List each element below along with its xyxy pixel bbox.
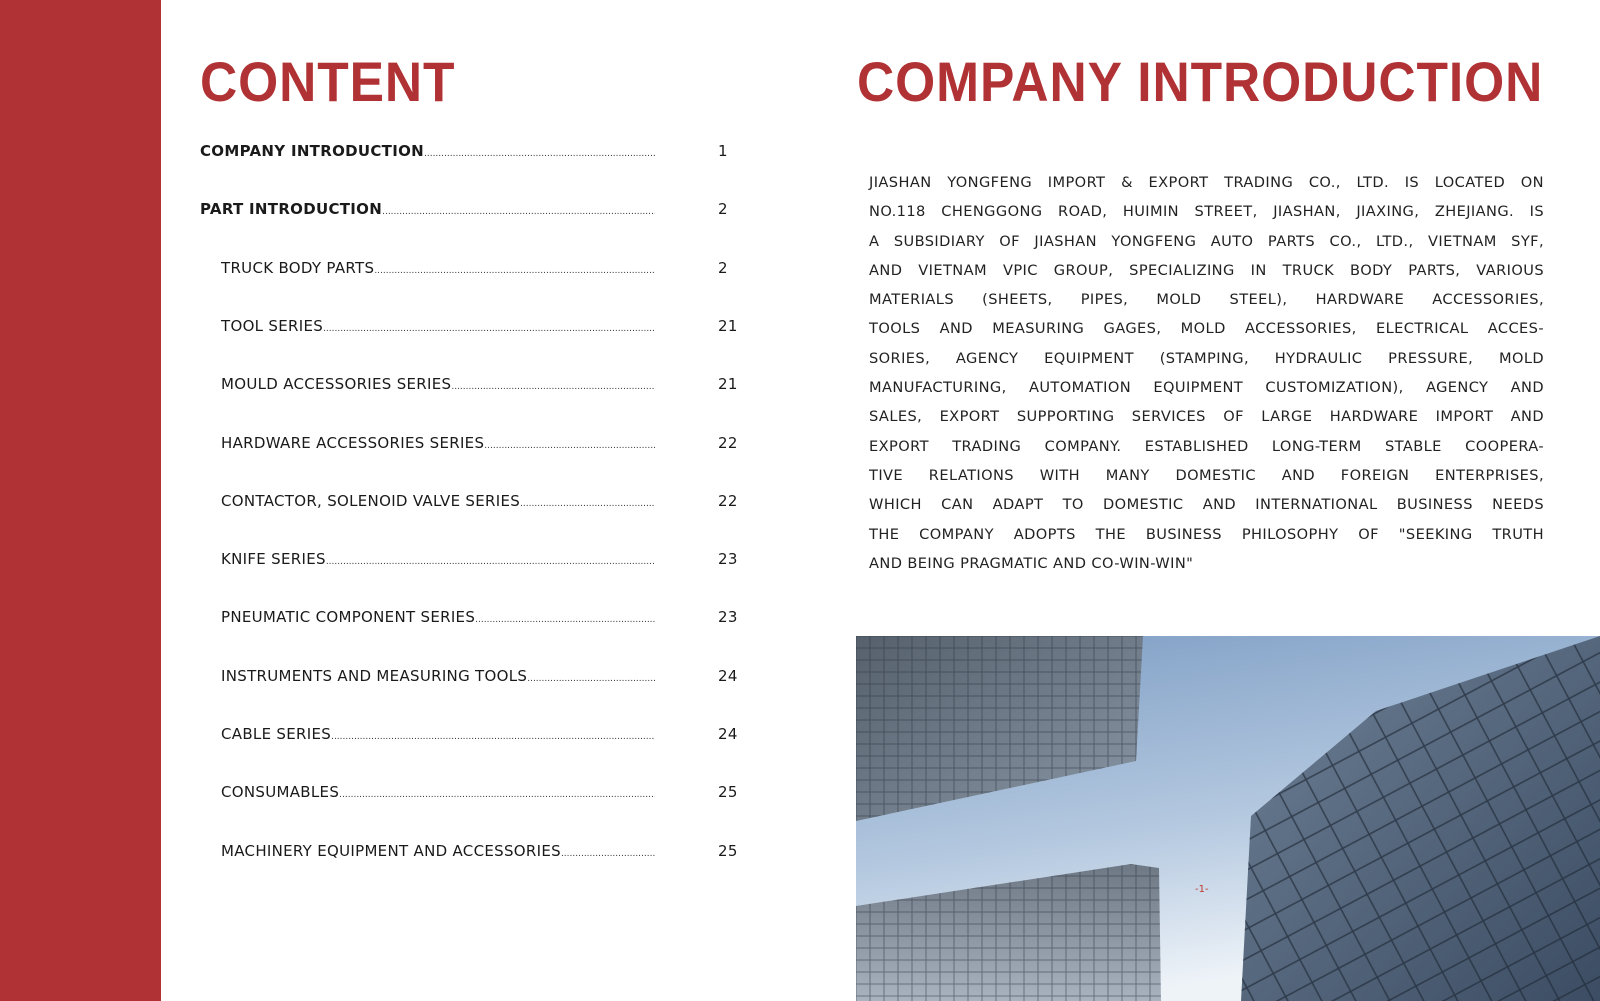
page-number: -1- [1195,884,1209,895]
toc-item[interactable] [221,783,740,803]
toc-item-page: 24 [718,725,738,743]
intro-text-line: AND BEING PRAGMATIC AND CO-WIN-WIN" [869,554,1194,572]
toc-item[interactable] [221,842,740,862]
intro-text-line: JIASHAN YONGFENG IMPORT & EXPORT TRADING CO., LTD. IS LOCATED ON [869,174,1544,191]
toc-item-label: PART INTRODUCTION [200,200,383,219]
toc-item-page: 24 [718,666,738,685]
toc-item[interactable] [221,667,740,687]
toc-item-label: HARDWARE ACCESSORIES SERIES [221,433,485,452]
toc-item-page: 2 [718,200,728,219]
intro-text-line: WHICH CAN ADAPT TO DOMESTIC AND INTERNATIONAL BUSINESS NEEDS [869,496,1544,514]
toc-item-page: 25 [718,841,738,860]
toc-item[interactable] [200,200,740,220]
toc-leader-dots [527,674,655,684]
intro-text-line: EXPORT TRADING COMPANY. ESTABLISHED LONG-TERM STABLE COOPERA- [869,437,1544,455]
intro-text-line: NO.118 CHENGGONG ROAD, HUIMIN STREET, JIASHAN, JIAXING, ZHEJIANG. IS [869,203,1544,221]
intro-text-line: MATERIALS (SHEETS, PIPES, MOLD STEEL), HARDWARE ACCESSORIES, [869,291,1544,309]
toc-item-label: CABLE SERIES [221,725,332,743]
toc-item-page: 23 [718,550,738,569]
toc-leader-dots [561,849,655,859]
toc-item-label: CONTACTOR, SOLENOID VALVE SERIES [221,491,521,510]
toc-item-page: 21 [718,375,738,394]
toc-leader-dots [484,441,655,451]
toc-item[interactable] [200,142,740,162]
company-introduction-title: COMPANY INTRODUCTION [857,50,1544,113]
intro-text-line: TOOLS AND MEASURING GAGES, MOLD ACCESSORIES, ELECTRICAL ACCES- [869,320,1544,338]
toc-item[interactable] [221,317,740,337]
toc-item-page: 2 [718,258,728,277]
intro-text-line: SORIES, AGENCY EQUIPMENT (STAMPING, HYDRAULIC PRESSURE, MOLD [869,349,1544,367]
toc-leader-dots [382,207,655,217]
content-title: CONTENT [200,50,456,113]
toc-item-label: PNEUMATIC COMPONENT SERIES [221,608,476,627]
toc-item-page: 25 [718,783,738,802]
toc-leader-dots [520,499,655,509]
toc-item-label: MOULD ACCESSORIES SERIES [221,375,452,394]
toc-item-label: TRUCK BODY PARTS [221,258,375,277]
building-photo [856,636,1600,1001]
toc-item-page: 22 [718,491,738,510]
toc-leader-dots [323,324,655,334]
intro-text-line: TIVE RELATIONS WITH MANY DOMESTIC AND FOREIGN ENTERPRISES, [869,466,1544,484]
toc-item-page: 23 [718,608,738,627]
skyscrapers-image [856,636,1600,1001]
toc-leader-dots [451,382,655,392]
toc-item[interactable] [221,259,740,279]
intro-text-line: THE COMPANY ADOPTS THE BUSINESS PHILOSOPHY OF "SEEKING TRUTH [869,525,1544,543]
company-introduction-text [869,168,1544,578]
toc-leader-dots [339,790,655,800]
toc-item-label: TOOL SERIES [221,316,324,335]
toc-item-label: CONSUMABLES [221,783,340,802]
toc-item-label: MACHINERY EQUIPMENT AND ACCESSORIES [221,841,561,860]
intro-text-line: SALES, EXPORT SUPPORTING SERVICES OF LARGE HARDWARE IMPORT AND [869,408,1544,426]
toc-item[interactable] [221,725,740,745]
toc-item-label: COMPANY INTRODUCTION [200,142,424,160]
toc-item[interactable] [221,550,740,570]
toc-item-label: INSTRUMENTS AND MEASURING TOOLS [221,666,528,685]
toc-item[interactable] [221,375,740,395]
toc-item[interactable] [221,434,740,454]
toc-leader-dots [475,615,655,625]
toc-leader-dots [326,557,655,567]
toc-item-page: 1 [718,142,728,160]
red-side-bar [0,0,161,1001]
toc-item[interactable] [221,608,740,628]
intro-text-line: MANUFACTURING, AUTOMATION EQUIPMENT CUSTOMIZATION), AGENCY AND [869,379,1544,397]
intro-text-line: A SUBSIDIARY OF JIASHAN YONGFENG AUTO PARTS CO., LTD., VIETNAM SYF, [869,232,1544,250]
toc-leader-dots [424,149,655,159]
toc-leader-dots [374,266,655,276]
toc-item[interactable] [221,492,740,512]
intro-text-line: AND VIETNAM VPIC GROUP, SPECIALIZING IN TRUCK BODY PARTS, VARIOUS [869,261,1544,279]
toc-item-label: KNIFE SERIES [221,550,326,569]
toc-item-page: 21 [718,316,738,335]
toc-leader-dots [331,732,655,742]
toc-item-page: 22 [718,433,738,452]
